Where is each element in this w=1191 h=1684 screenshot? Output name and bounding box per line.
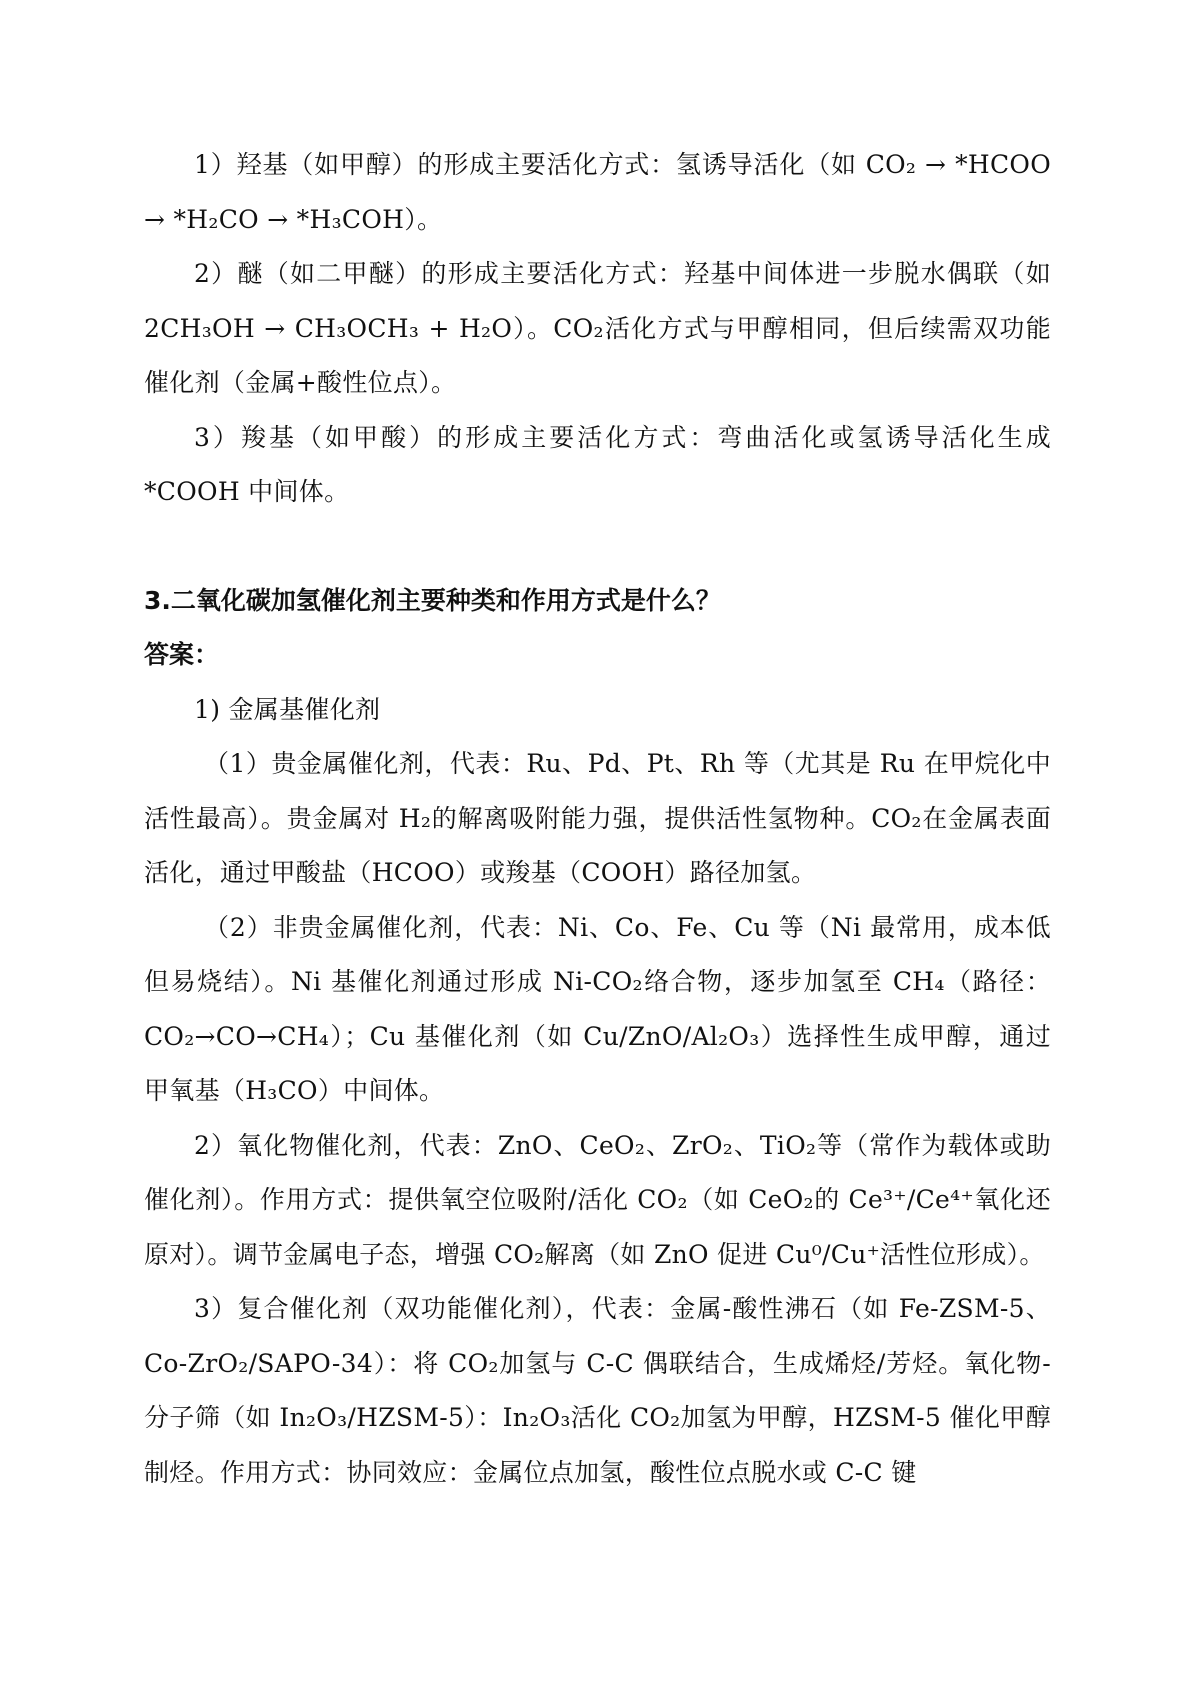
answer-label: 答案： <box>144 640 220 669</box>
document-page <box>144 138 1051 1500</box>
item-composite-catalyst: 3）复合催化剂（双功能催化剂），代表：金属-酸性沸石（如 Fe-ZSM-5、Co-ZrO₂/SAPO-34）：将 CO₂加氢与 C-C 偶联结合，生成烯烃/芳烃。氧化物-分子筛（如 In₂O₃/HZSM-5）：In₂O₃活化 CO₂加氢为甲醇，HZSM-5 催化甲醇制烃。作用方式：协同效应：金属位点加氢，酸性位点脱水或 C-C 键 <box>144 1294 1051 1487</box>
item-noble-metal: （1）贵金属催化剂，代表：Ru、Pd、Pt、Rh 等（尤其是 Ru 在甲烷化中活性最高）。贵金属对 H₂的解离吸附能力强，提供活性氢物种。CO₂在金属表面活化，通过甲酸盐（HCOO）或羧基（COOH）路径加氢。 <box>144 749 1051 887</box>
paragraph-hydroxyl: 1）羟基（如甲醇）的形成主要活化方式：氢诱导活化（如 CO₂ → *HCOO → *H₂CO → *H₃COH）。 <box>144 150 1051 234</box>
section-gap <box>144 520 1051 574</box>
question-heading: 3.二氧化碳加氢催化剂主要种类和作用方式是什么？ <box>144 585 721 615</box>
paragraph-carboxyl: 3）羧基（如甲酸）的形成主要活化方式：弯曲活化或氢诱导活化生成 *COOH 中间体。 <box>144 422 1051 506</box>
item-non-noble-metal: （2）非贵金属催化剂，代表：Ni、Co、Fe、Cu 等（Ni 最常用，成本低但易烧结）。Ni 基催化剂通过形成 Ni-CO₂络合物，逐步加氢至 CH₄（路径：CO₂→CO→CH₄）；Cu 基催化剂（如 Cu/ZnO/Al₂O₃）选择性生成甲醇，通过甲氧基（H₃CO）中间体。 <box>144 912 1051 1105</box>
paragraph-ether: 2）醚（如二甲醚）的形成主要活化方式：羟基中间体进一步脱水偶联（如 2CH₃OH → CH₃OCH₃ + H₂O）。CO₂活化方式与甲醇相同，但后续需双功能催化剂（金属+酸性位点）。 <box>144 259 1051 397</box>
item-metal-catalyst-title: 1) 金属基催化剂 <box>194 694 381 724</box>
item-oxide-catalyst: 2）氧化物催化剂，代表：ZnO、CeO₂、ZrO₂、TiO₂等（常作为载体或助催化剂）。作用方式：提供氧空位吸附/活化 CO₂（如 CeO₂的 Ce³⁺/Ce⁴⁺氧化还原对）。调节金属电子态，增强 CO₂解离（如 ZnO 促进 Cu⁰/Cu⁺活性位形成）。 <box>144 1130 1051 1269</box>
